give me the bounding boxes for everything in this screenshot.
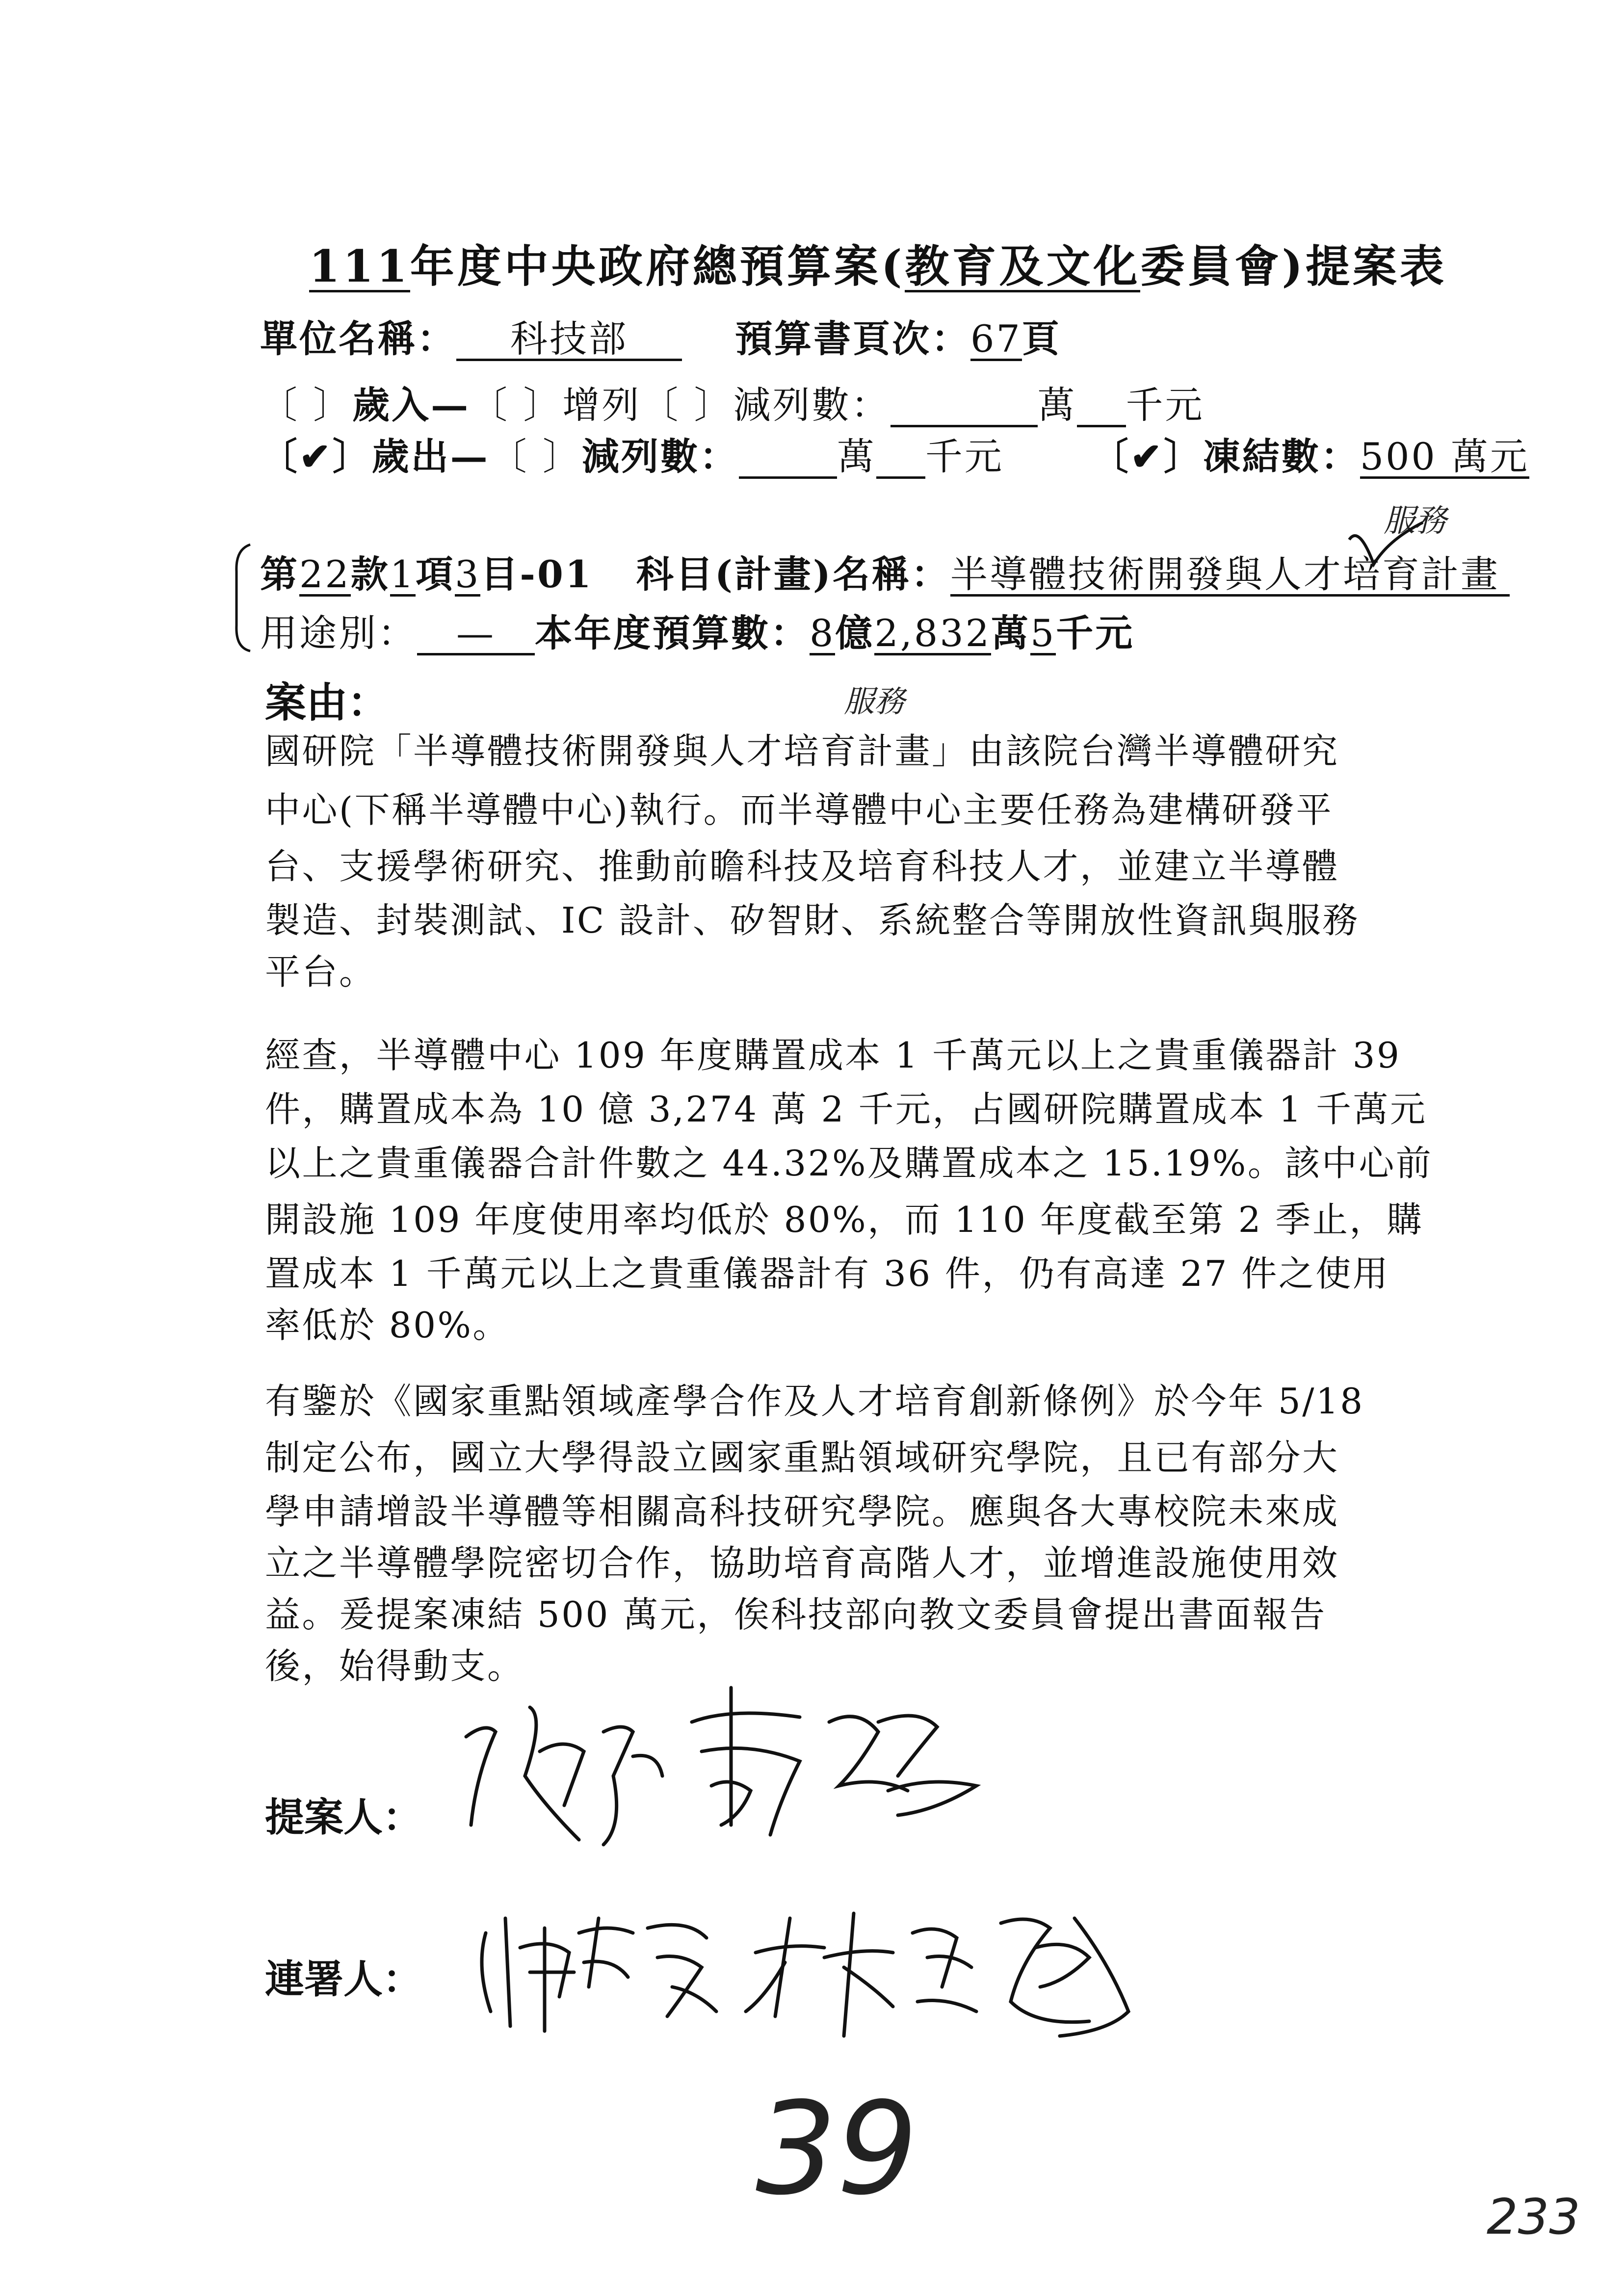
- paragraph-3-line: 後，始得動支。: [265, 1645, 524, 1687]
- plan-name-value: 半導體技術開發與人才培育計畫: [950, 555, 1510, 597]
- paragraph-1-line: 台、支援學術研究、推動前瞻科技及培育科技人才，並建立半導體: [265, 846, 1339, 887]
- fiscal-year: 111: [309, 240, 410, 292]
- corner-page-number: 233: [1487, 2188, 1580, 2245]
- yi-unit: 億: [835, 611, 875, 655]
- committee-name: 教育及文化: [905, 240, 1141, 292]
- proposer-label: 提案人：: [265, 1794, 422, 1840]
- reason-heading: 案由：: [265, 678, 389, 727]
- plan-name-label: 科目(計畫)名稱：: [636, 552, 950, 596]
- paragraph-1-line: 製造、封裝測試、IC 設計、矽智財、系統整合等開放性資訊與服務: [265, 900, 1360, 941]
- expense-reduce-checkbox: 〔 〕: [489, 435, 582, 478]
- mu-value: 3: [455, 552, 481, 596]
- kuan-value: 22: [299, 552, 351, 596]
- cosigner-signatures: [471, 1889, 1256, 2046]
- revenue-checkbox: 〔 〕: [260, 383, 353, 427]
- paragraph-3-line: 益。爰提案凍結 500 萬元，俟科技部向教文委員會提出書面報告: [265, 1594, 1327, 1635]
- title-text-end: 委員會)提案表: [1140, 240, 1447, 292]
- xiang-value: 1: [390, 552, 416, 596]
- item-row: [260, 545, 1510, 598]
- reduce-label: 減列數：: [733, 383, 891, 427]
- unit-row: [260, 309, 1061, 363]
- document-title: [309, 231, 1447, 294]
- wan-unit: 萬: [991, 611, 1030, 655]
- paragraph-3-line: 制定公布，國立大學得設立國家重點領域研究學院，且已有部分大: [265, 1437, 1339, 1478]
- expense-reduce-label: 減列數：: [581, 435, 739, 478]
- expense-label: 歲出—: [371, 435, 490, 478]
- yi-value: 8: [810, 611, 836, 655]
- paragraph-3-line: 有鑒於《國家重點領域產學合作及人才培育創新條例》於今年 5/18: [265, 1381, 1364, 1422]
- brace-icon: [231, 542, 260, 655]
- paragraph-2-line: 率低於 80%。: [265, 1305, 510, 1346]
- revenue-row: [260, 375, 1205, 429]
- freeze-value: 500 萬元: [1360, 435, 1529, 478]
- insert-caret-icon: [1344, 520, 1442, 574]
- paragraph-2-line: 置成本 1 千萬元以上之貴重儀器計有 36 件，仍有高達 27 件之使用: [265, 1253, 1390, 1294]
- di-label: 第: [260, 552, 299, 596]
- freeze-checkbox-checked: 〔✔〕: [1091, 435, 1203, 478]
- qian-unit: 千元: [1056, 611, 1135, 655]
- wan-unit: 萬: [1037, 383, 1077, 427]
- qian-value: 5: [1030, 611, 1056, 655]
- paragraph-2-line: 以上之貴重儀器合計件數之 44.32%及購置成本之 15.19%。該中心前: [265, 1143, 1433, 1184]
- qian-unit: 千元: [1126, 383, 1205, 427]
- budget-label: 本年度預算數：: [535, 611, 810, 655]
- reduce-checkbox: 〔 〕: [641, 383, 733, 427]
- unit-value: 科技部: [456, 319, 682, 361]
- add-label: 增列: [562, 383, 641, 427]
- paragraph-1-line: 中心(下稱半導體中心)執行。而半導體中心主要任務為建構研發平: [265, 789, 1334, 831]
- add-checkbox: 〔 〕: [470, 383, 563, 427]
- wan-unit: 萬: [837, 435, 876, 478]
- page-value: 67: [970, 317, 1022, 361]
- handwritten-insert: 服務: [1384, 503, 1446, 539]
- paragraph-3-line: 學申請增設半導體等相關高科技研究學院。應與各大專校院未來成: [265, 1491, 1339, 1532]
- qian-unit: 千元: [925, 435, 1004, 478]
- wan-value: 2,832: [874, 611, 991, 655]
- paragraph-2-line: 開設施 109 年度使用率均低於 80%，而 110 年度截至第 2 季止，購: [265, 1199, 1424, 1240]
- paragraph-1-line: 平台。: [265, 951, 376, 992]
- mu-label: 目-01: [480, 552, 593, 596]
- handwritten-insert-reason: 服務: [844, 683, 905, 719]
- usage-value: —: [417, 614, 535, 655]
- usage-label: 用途別：: [260, 611, 417, 655]
- revenue-label: 歲入—: [352, 383, 471, 427]
- paragraph-3-line: 立之半導體學院密切合作，協助培育高階人才，並增進設施使用效: [265, 1542, 1339, 1584]
- usage-row: [260, 603, 1134, 657]
- proposer-signature: [456, 1678, 1021, 1864]
- handwritten-page-number: 39: [756, 2075, 918, 2223]
- kuan-label: 款: [350, 552, 390, 596]
- page-unit: 頁: [1022, 317, 1061, 361]
- unit-label: 單位名稱：: [260, 317, 456, 361]
- paragraph-2-line: 經查，半導體中心 109 年度購置成本 1 千萬元以上之貴重儀器計 39: [265, 1035, 1401, 1076]
- cosigner-label: 連署人：: [265, 1956, 422, 2002]
- expense-checkbox-checked: 〔✔〕: [260, 435, 372, 478]
- page-label: 預算書頁次：: [735, 317, 971, 361]
- expense-row: [260, 427, 1529, 480]
- xiang-label: 項: [416, 552, 455, 596]
- paragraph-2-line: 件，購置成本為 10 億 3,274 萬 2 千元，占國研院購置成本 1 千萬元: [265, 1089, 1427, 1130]
- freeze-label: 凍結數：: [1203, 435, 1360, 478]
- paragraph-1-line: 國研院「半導體技術開發與人才培育計畫」由該院台灣半導體研究: [265, 731, 1339, 772]
- title-text: 年度中央政府總預算案(: [410, 240, 905, 292]
